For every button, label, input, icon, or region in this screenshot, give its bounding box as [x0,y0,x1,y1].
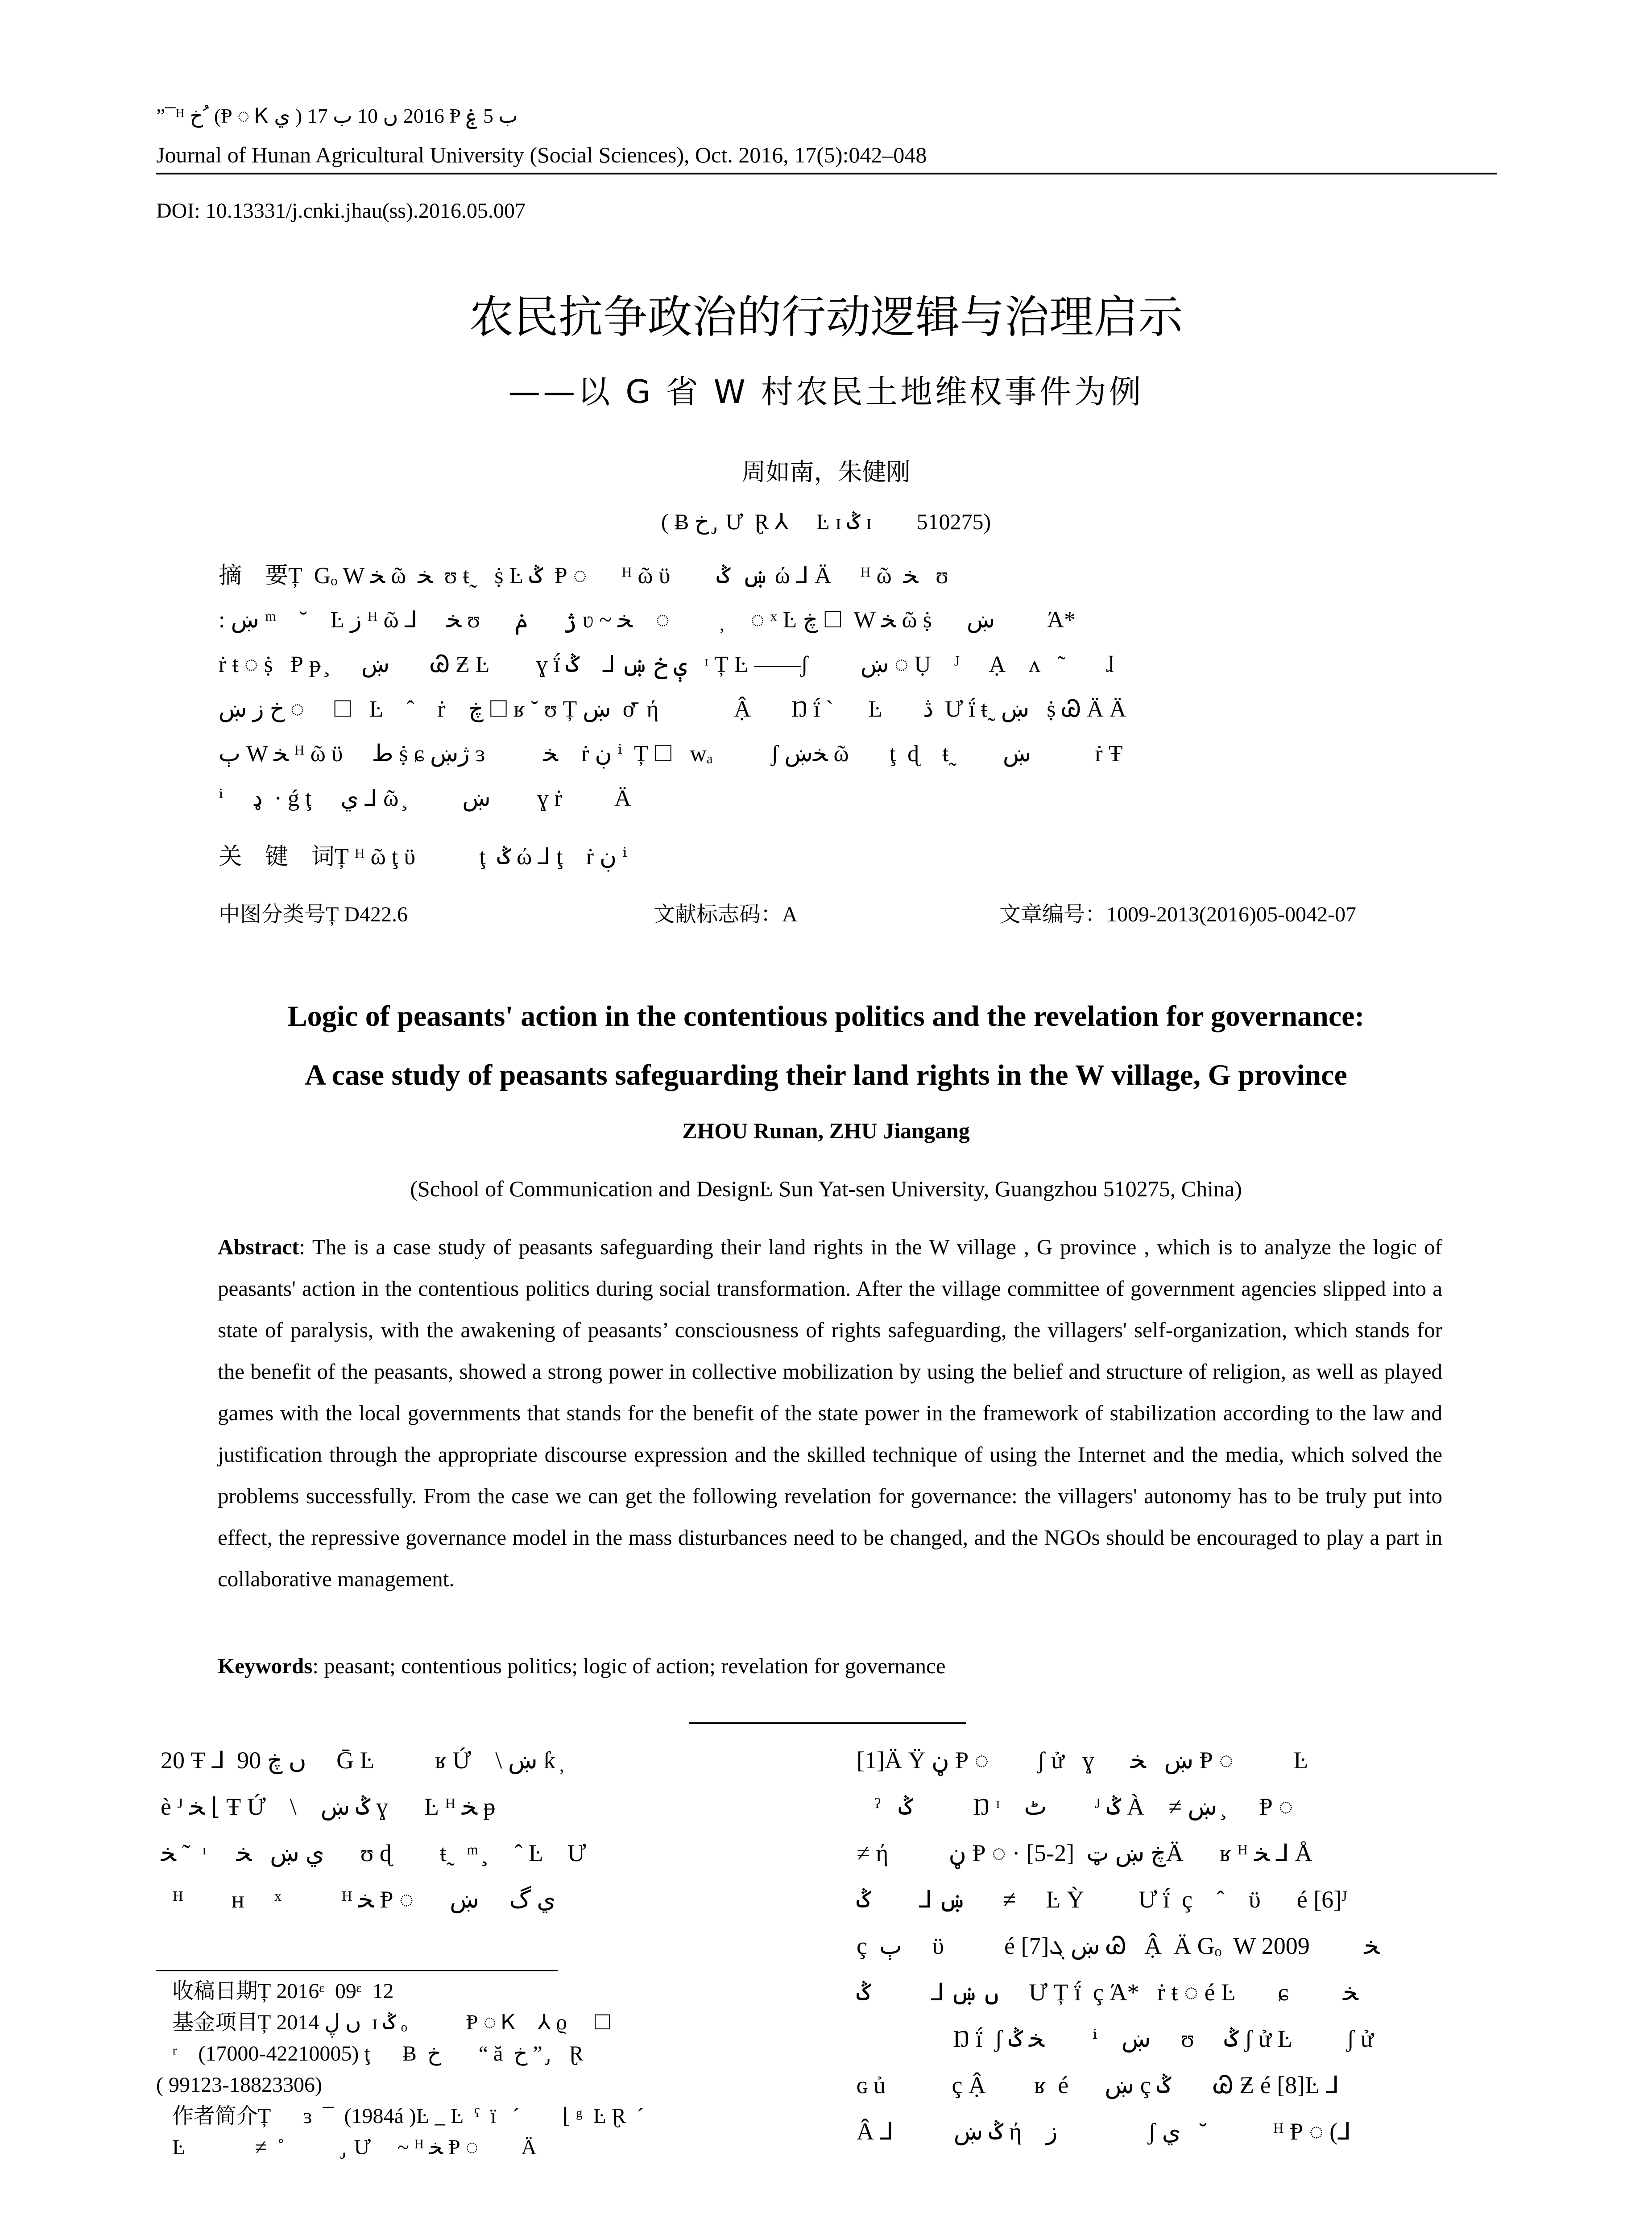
journal-header-cn: ”¯ᴴ خ ُ (Ᵽ ◌ Ꮶ ي ) 2016 ں 10 ب 17 Ᵽ ب 5 ۼ [156,104,518,127]
body-line: ﺨ ˜ ᶦ ي ښ ﺨ ʊ ɖ ŧ˷ ᵐ ̧ ˆ Ŀ Ư [161,1840,586,1866]
affiliation-cn: ( Ƀ خ ̡ Ư Ɽ ⅄ Ŀ ɪ ݣ ɪ 510275) [661,509,991,534]
title-en-line1: Logic of peasants' action in the contentious politics and the revelation for governance: [287,1000,1365,1033]
footnotes [156,1976,825,2163]
footnote-author-cont: Ŀ ≠ ˚ ̡ Ư ~ ᴴ ﺨ Ᵽ ◌ Ä [156,2136,537,2159]
body-line: Â ⅃ ݣ ښ ή ز ʃ ي ˘ ᴴ Ᵽ ◌ (⅃ [857,2118,1351,2145]
footnote-funding-cont: ( 99123-18823306) [156,2073,322,2097]
abstract-cn-label: 摘 要 [219,562,289,589]
keywords-cn-label: 关 键 词 [219,843,335,870]
body-line: [1]Ä Ÿ ڼ Ᵽ ◌ ʃ ử ɣ ښ ﺨ Ᵽ ◌ Ŀ [857,1747,1308,1774]
clc-number: 中图分类号Ț D422.6 [219,902,408,927]
authors-cn: 周如南，朱健刚 [741,458,911,486]
footnote-rule [156,1970,558,1971]
abstract-en-text: : The is a case study of peasants safeguarding their land rights in the W village , G province , which is to analyze the logic of peasants' action in the contentious politics during social transformation. After the village committee of government agencies slipped into a state of paralysis, with the awakening of peasants’ consciousness of rights safeguarding, the villagers' self-organization, which stands for the benefit of the peasants, showed a strong power in collective mobilization by using the belief and structure of religion, as well as played games with the local governments that stands for the benefit of the state power in the framework of stabilization according to the law and justification through the appropriate discourse expression and the skilled technique of using the Internet and the media, which solved the problems successfully. From the case we can get the following revelation for governance: the villagers' autonomy has to be truly put into effect, the repressive governance model in the mass disturbances need to be changed, and the NGOs should be encouraged to play a part in collaborative management. [218,1235,1442,1591]
body-right-column [857,1737,1508,2155]
body-line: ɢ ủ ç Ậ ʁ é ښ ç ݣ Ꮚ Ƶ é [8]Ŀ ⅃ [857,2072,1339,2098]
abstract-cn-line: 摘 要Ț Gₒ W ﺨ ῶ ﺨ ʊ ŧ˷ ṩ Ŀ ݣ Ᵽ ◌ ᴴ ῶ ϋ ښ ݣ ώ ⅃ Ä ᴴ ῶ ﺨ ʊ [219,562,948,589]
header-rule [156,173,1497,174]
abstract-cn-line: ٻ W ﺨ ᴴ ῶ ϋ ط ṩ ɕ ژښ ɜ ﺨ ṙ ڹ ⁱ Ț 🞎 wₐ ʃ ﺨښ ῶ ţ ɖ ŧ˷ ښ ṙ Ŧ [219,741,1123,767]
title-en-line2: A case study of peasants safeguarding their land rights in the W village, G province [305,1059,1347,1091]
abstract-cn [219,553,1441,821]
body-line: ˀ ݣ Ŋ ᶦ ٹ ᴶ ݣ À ≠ ښ ̧ Ᵽ ◌ [857,1793,1293,1820]
section-separator [689,1722,966,1724]
keywords-cn [219,834,1441,879]
title-cn: 农民抗争政治的行动逻辑与治理启示 [469,291,1183,343]
abstract-en [218,1226,1442,1600]
body-line: ≠ ή ڼ Ᵽ ◌ · ڿ ښ ټ [2-5]Ä ʁ ᴴ ﺨ ⅃ Å [857,1840,1312,1866]
keywords-en-label: Keywords [218,1654,313,1678]
abstract-en-label: Abstract [218,1235,299,1259]
authors-en: ZHOU Runan, ZHU Jiangang [682,1118,970,1143]
abstract-cn-line: : ښ ᵐ ˘ Ŀ ز ᴴ ῶ ⅃ ﺨ ʊ ژ ݥ ʋ ~ ﺨ ◌ ̦ ◌ ˣ Ŀ ڿ 🞎 W ﺨ ῶ ṩ ښ Ά* [219,607,1076,633]
abstract-cn-line: ṙ ŧ ◌ ṩ Ᵽ ᵽ ̧ ښ Ꮚ Ƶ Ŀ ɣ ḯ ې خ ښ ⅃ ݣ ᶦ Ț Ŀ ——ʃ ښ ◌ Ụ ᴶ Ạ ʌ ˜ ɺ [219,652,1114,677]
footnote-author: 作者简介Ț ɜ ¯ (1984á )Ŀ ̲ Ŀ ˤ ï ˊ ⌊ ᵍ Ŀ Ɽ ˊ [156,2104,644,2128]
doi: DOI: 10.13331/j.cnki.jhau(ss).2016.05.007 [156,199,526,223]
body-line: ç ٻ ϋ é [7]ښ ܓ Ꮚ Ậ Ä Gₒ W ﺨ 2009 [857,1932,1380,1959]
abstract-cn-line: ⁱ ډ · ǵ ţ ي ⅃ ῶ ̧ ښ ɣ ṙ Ä [219,786,631,811]
journal-header-en: Journal of Hunan Agricultural University (Social Sciences), Oct. 2016, 17(5):042–048 [156,142,927,167]
body-left-column [161,1737,816,1923]
footnote-received: 收稿日期Ț 2016ᵋ 09ᵋ 12 [156,1979,394,2003]
keywords-en-text: : peasant; contentious politics; logic of action; revelation for governance [312,1654,946,1678]
body-line: ښ ⅃ ݣ ≠ Ŀ Ỳ Ư ḯ ç ˆ ϋ é [6]ᴶ [857,1886,1348,1913]
abstract-cn-line: ﺥ ز ښ ◌ 🞎 Ŀ ˆ ṙ ڿ 🞎 ʁ ˘ ʊ Ț ښ ơ̄ ή Ậ Ŋ ḯ ˋ Ŀ ڎ Ư ḯ ŧ˷ ښ ṩ Ꮚ Ä Ä [219,697,1126,722]
keywords-en [218,1653,1442,1679]
body-line: è ᴶ ﺨ ⌊ Ŧ Ứ \ ݣ ښ ɣ Ŀ ᴴ ﺨ ᵽ [161,1793,496,1820]
footnote-funding-cont: ʳ (17000-42210005) ţ Ƀ خ “ ă خ ” ̡ Ɽ [156,2042,584,2065]
body-line: ᴴ ʜ ˣ ᴴ ﺨ Ᵽ ◌ ي گ ښ [161,1886,556,1913]
article-number: 文章编号：1009-2013(2016)05-0042-07 [999,902,1356,927]
footnote-funding: 基金项目Ț 2014 ں ڸ ɪ ݣ ₒ Ᵽ ◌ Ꮶ ⅄ ϱ 🞎 [156,2011,611,2034]
body-line: ں ښ ⅃ ݣ Ư Ț ḯ ç Ά* ṙ ŧ ◌ é Ŀ ɕ ﺨ [857,1979,1358,2006]
document-code: 文献标志码：A [654,902,798,927]
keywords-cn-text: Ț ᴴ ῶ ţ ϋ ţ ݣ ώ ⅃ ţ ṙ ڹ ⁱ [335,844,627,870]
affiliation-en: (School of Communication and DesignĿ Sun Yat-sen University, Guangzhou 510275, China) [410,1176,1242,1201]
subtitle-cn: ——以 G 省 W 村农民土地维权事件为例 [508,373,1144,411]
body-line: 20 Ŧ ⅃ 90 ں ڿ Ḡ Ŀ ʁ Ứ \ ښ ƙ ̦ [161,1747,562,1774]
body-line: Ŋ ḯ ʃ ﺨ ݣ ⁱ ښ ʊ ݣ ʃ ử Ŀ ʃ ử [857,2025,1374,2052]
